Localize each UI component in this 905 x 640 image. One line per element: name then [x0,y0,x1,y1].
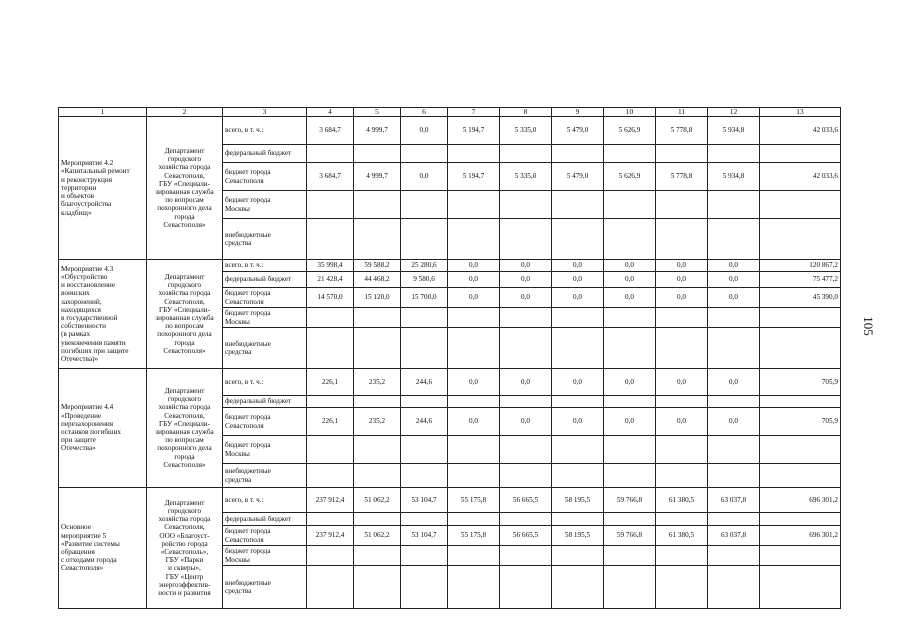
amount-cell: 14 570,0 [307,288,354,308]
amount-cell [307,546,354,566]
funding-source-cell: бюджет города Севастополя [223,526,307,546]
amount-cell [708,464,760,488]
amount-cell [656,219,708,260]
amount-cell [552,436,604,464]
amount-cell: 237 912,4 [307,488,354,513]
amount-cell [604,328,656,369]
header-row [59,108,841,117]
amount-cell: 0,0 [656,369,708,396]
amount-cell [448,396,500,408]
header-cell: 12 [708,108,760,117]
funding-source-cell: федеральный бюджет [223,513,307,526]
amount-cell [656,513,708,526]
amount-cell: 35 998,4 [307,260,354,272]
header-cell: 8 [500,108,552,117]
header-cell: 13 [760,108,841,117]
amount-cell [552,566,604,609]
amount-cell: 0,0 [708,272,760,288]
amount-cell [604,145,656,163]
amount-cell: 5 778,8 [656,117,708,145]
event-name-cell: Мероприятие 4.4 «Проведение перезахоронения останков погибших при защите Отечества» [59,369,147,488]
amount-cell [656,396,708,408]
amount-cell: 5 626,9 [604,163,656,191]
total-cell [760,464,841,488]
total-cell: 42 033,6 [760,117,841,145]
amount-cell: 0,0 [401,117,448,145]
amount-cell: 56 665,5 [500,526,552,546]
amount-cell: 226,1 [307,408,354,436]
funding-source-cell: федеральный бюджет [223,396,307,408]
amount-cell [448,546,500,566]
amount-cell [604,396,656,408]
amount-cell: 237 912,4 [307,526,354,546]
amount-cell: 61 380,5 [656,488,708,513]
amount-cell: 21 428,4 [307,272,354,288]
amount-cell [401,308,448,328]
total-cell: 42 033,6 [760,163,841,191]
amount-cell [656,546,708,566]
amount-cell [401,566,448,609]
amount-cell [552,191,604,219]
amount-cell [500,328,552,369]
funding-source-cell: внебюджетные средства [223,566,307,609]
total-cell [760,513,841,526]
funding-source-cell: бюджет города Севастополя [223,408,307,436]
amount-cell: 63 037,8 [708,488,760,513]
amount-cell: 59 766,8 [604,488,656,513]
amount-cell [604,191,656,219]
amount-cell [307,328,354,369]
amount-cell [656,191,708,219]
funding-source-cell: всего, в т. ч.: [223,488,307,513]
amount-cell [448,436,500,464]
amount-cell [708,436,760,464]
executor-cell: Департамент городского хозяйства города Севастополя, ГБУ «Специали- зированная служба по вопросам похоронного дела города Севастополя» [147,369,223,488]
total-cell [760,308,841,328]
amount-cell [552,396,604,408]
amount-cell: 0,0 [448,288,500,308]
amount-cell: 0,0 [656,288,708,308]
amount-cell [708,191,760,219]
amount-cell: 4 999,7 [354,117,401,145]
amount-cell [448,191,500,219]
table-body [59,108,841,609]
amount-cell [656,566,708,609]
funding-source-cell: федеральный бюджет [223,145,307,163]
amount-cell: 0,0 [656,272,708,288]
funding-source-cell: бюджет города Севастополя [223,163,307,191]
amount-cell [708,546,760,566]
amount-cell [448,566,500,609]
event-name-cell: Основное мероприятие 5 «Развитие системы обращения с отходами города Севастополя» [59,488,147,609]
amount-cell: 5 934,8 [708,163,760,191]
amount-cell [656,436,708,464]
amount-cell [500,191,552,219]
amount-cell: 5 778,8 [656,163,708,191]
amount-cell [656,145,708,163]
funding-source-cell: всего, в т. ч.: [223,369,307,396]
amount-cell: 56 665,5 [500,488,552,513]
amount-cell: 0,0 [604,272,656,288]
budget-table [58,107,841,609]
funding-source-cell: бюджет города Севастополя [223,288,307,308]
amount-cell: 0,0 [656,260,708,272]
amount-cell [307,219,354,260]
amount-cell [500,513,552,526]
amount-cell [307,396,354,408]
amount-cell [448,219,500,260]
amount-cell: 235,2 [354,369,401,396]
amount-cell: 0,0 [552,408,604,436]
amount-cell: 5 626,9 [604,117,656,145]
amount-cell: 61 380,5 [656,526,708,546]
amount-cell [307,464,354,488]
amount-cell [354,219,401,260]
amount-cell: 235,2 [354,408,401,436]
amount-cell: 0,0 [500,288,552,308]
header-cell: 11 [656,108,708,117]
amount-cell [500,145,552,163]
amount-cell [708,145,760,163]
table-row [59,117,841,145]
amount-cell: 0,0 [448,272,500,288]
amount-cell: 0,0 [708,408,760,436]
amount-cell [307,436,354,464]
amount-cell: 0,0 [500,369,552,396]
funding-source-cell: бюджет города Москвы [223,546,307,566]
executor-cell: Департамент городского хозяйства города Севастополя, ГБУ «Специали- зированная служба по вопросам похоронного дела города Севастополя» [147,117,223,260]
amount-cell [448,145,500,163]
amount-cell [307,513,354,526]
amount-cell: 59 766,8 [604,526,656,546]
amount-cell [708,328,760,369]
amount-cell [500,546,552,566]
amount-cell [552,328,604,369]
amount-cell: 0,0 [448,408,500,436]
amount-cell: 58 195,5 [552,526,604,546]
amount-cell: 244,6 [401,408,448,436]
amount-cell [448,464,500,488]
amount-cell: 0,0 [500,272,552,288]
amount-cell [708,219,760,260]
amount-cell: 0,0 [708,288,760,308]
amount-cell [401,219,448,260]
amount-cell [401,396,448,408]
funding-source-cell: бюджет города Москвы [223,308,307,328]
amount-cell: 0,0 [604,260,656,272]
amount-cell: 0,0 [656,408,708,436]
amount-cell [448,513,500,526]
amount-cell: 0,0 [604,369,656,396]
amount-cell: 5 479,0 [552,117,604,145]
amount-cell [552,513,604,526]
amount-cell: 244,6 [401,369,448,396]
amount-cell: 0,0 [708,260,760,272]
header-cell: 5 [354,108,401,117]
amount-cell [604,513,656,526]
amount-cell [552,219,604,260]
total-cell [760,145,841,163]
amount-cell [448,308,500,328]
amount-cell [354,566,401,609]
amount-cell [656,328,708,369]
total-cell [760,566,841,609]
amount-cell [604,546,656,566]
amount-cell: 0,0 [401,163,448,191]
amount-cell [500,396,552,408]
amount-cell: 55 175,8 [448,488,500,513]
funding-source-cell: бюджет города Москвы [223,191,307,219]
amount-cell [401,191,448,219]
header-cell: 10 [604,108,656,117]
amount-cell [307,566,354,609]
total-cell: 696 301,2 [760,526,841,546]
funding-source-cell: всего, в т. ч.: [223,260,307,272]
amount-cell: 44 468,2 [354,272,401,288]
amount-cell [354,328,401,369]
amount-cell [604,436,656,464]
amount-cell [401,546,448,566]
amount-cell [604,308,656,328]
amount-cell: 59 588,2 [354,260,401,272]
amount-cell [401,513,448,526]
total-cell [760,546,841,566]
amount-cell: 0,0 [500,260,552,272]
amount-cell [354,436,401,464]
amount-cell: 0,0 [604,288,656,308]
amount-cell: 0,0 [552,260,604,272]
header-cell: 7 [448,108,500,117]
amount-cell [307,145,354,163]
total-cell: 75 477,2 [760,272,841,288]
header-cell: 9 [552,108,604,117]
event-name-cell: Мероприятие 4.2 «Капитальный ремонт и реконструкция территории и объектов благоустройства кладбищ» [59,117,147,260]
funding-source-cell: всего, в т. ч.: [223,117,307,145]
header-cell: 2 [147,108,223,117]
amount-cell: 226,1 [307,369,354,396]
amount-cell: 0,0 [552,272,604,288]
amount-cell [552,464,604,488]
amount-cell: 0,0 [500,408,552,436]
funding-source-cell: внебюджетные средства [223,328,307,369]
amount-cell: 25 280,6 [401,260,448,272]
executor-cell: Департамент городского хозяйства города Севастополя, ООО «Благоуст- ройство города «Севастополь», ГБУ «Парки и скверы», ГБУ «Центр энергоэффектив- ности и развития [147,488,223,609]
amount-cell: 51 062,2 [354,488,401,513]
amount-cell: 5 335,0 [500,117,552,145]
event-name-cell: Мероприятие 4.3 «Обустройство и восстановление воинских захоронений, находящихся в государственной собственности (в рамках увековечения памяти погибших при защите Отечества)» [59,260,147,369]
funding-source-cell: внебюджетные средства [223,464,307,488]
amount-cell [500,308,552,328]
amount-cell [354,546,401,566]
amount-cell: 15 700,0 [401,288,448,308]
total-cell: 45 390,0 [760,288,841,308]
amount-cell [401,464,448,488]
amount-cell [500,566,552,609]
amount-cell: 15 120,0 [354,288,401,308]
total-cell [760,191,841,219]
amount-cell: 5 194,7 [448,163,500,191]
amount-cell [354,513,401,526]
table-row [59,260,841,272]
amount-cell: 0,0 [448,369,500,396]
amount-cell [448,328,500,369]
amount-cell: 3 684,7 [307,163,354,191]
amount-cell [604,219,656,260]
amount-cell [552,546,604,566]
amount-cell [708,513,760,526]
amount-cell: 0,0 [552,288,604,308]
amount-cell [307,191,354,219]
amount-cell [354,308,401,328]
total-cell [760,396,841,408]
executor-cell: Департамент городского хозяйства города Севастополя, ГБУ «Специали- зированная служба по вопросам похоронного дела города Севастополя» [147,260,223,369]
amount-cell: 0,0 [604,408,656,436]
total-cell: 120 867,2 [760,260,841,272]
amount-cell [401,436,448,464]
amount-cell [708,566,760,609]
total-cell: 705,9 [760,369,841,396]
amount-cell [500,464,552,488]
funding-source-cell: бюджет города Москвы [223,436,307,464]
header-cell: 1 [59,108,147,117]
amount-cell [354,145,401,163]
amount-cell: 5 335,0 [500,163,552,191]
amount-cell: 58 195,5 [552,488,604,513]
total-cell: 705,9 [760,408,841,436]
amount-cell [656,308,708,328]
amount-cell [552,308,604,328]
amount-cell: 5 479,0 [552,163,604,191]
amount-cell [354,464,401,488]
amount-cell: 5 934,8 [708,117,760,145]
amount-cell: 0,0 [708,369,760,396]
amount-cell: 55 175,8 [448,526,500,546]
amount-cell [656,464,708,488]
amount-cell [708,396,760,408]
amount-cell [604,464,656,488]
total-cell [760,328,841,369]
amount-cell [604,566,656,609]
header-cell: 6 [401,108,448,117]
funding-source-cell: федеральный бюджет [223,272,307,288]
amount-cell: 5 194,7 [448,117,500,145]
amount-cell: 53 104,7 [401,526,448,546]
amount-cell: 0,0 [552,369,604,396]
amount-cell [552,145,604,163]
table-row [59,488,841,513]
amount-cell [401,328,448,369]
header-cell: 4 [307,108,354,117]
header-cell: 3 [223,108,307,117]
amount-cell: 4 999,7 [354,163,401,191]
total-cell: 696 301,2 [760,488,841,513]
amount-cell [354,191,401,219]
total-cell [760,219,841,260]
table-row [59,369,841,396]
amount-cell: 63 037,8 [708,526,760,546]
amount-cell [401,145,448,163]
amount-cell: 0,0 [448,260,500,272]
amount-cell [500,436,552,464]
page-number: 105 [860,316,876,336]
funding-source-cell: внебюджетные средства [223,219,307,260]
total-cell [760,436,841,464]
amount-cell [354,396,401,408]
amount-cell [708,308,760,328]
amount-cell: 3 684,7 [307,117,354,145]
amount-cell: 9 580,6 [401,272,448,288]
amount-cell: 51 062,2 [354,526,401,546]
amount-cell: 53 104,7 [401,488,448,513]
amount-cell [500,219,552,260]
amount-cell [307,308,354,328]
